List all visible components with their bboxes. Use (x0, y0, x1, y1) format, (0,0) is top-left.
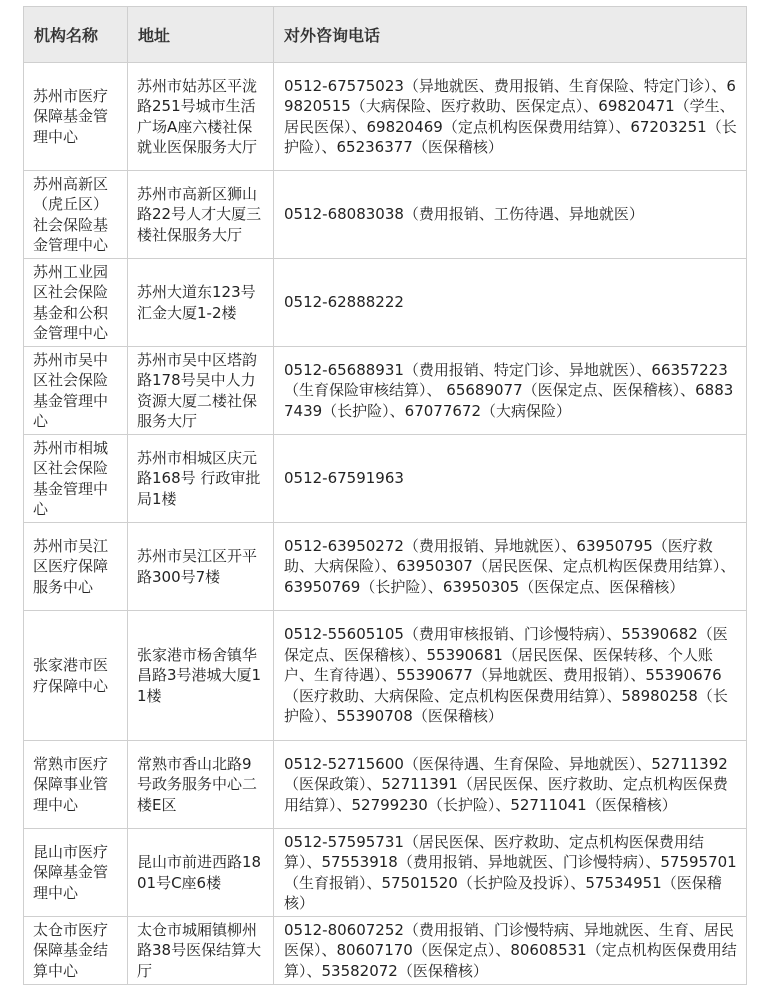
table-row (24, 347, 747, 435)
institution-name-cell: 太仓市医疗保障基金结算中心 (24, 917, 128, 985)
phone-cell: 0512-67591963 (274, 435, 747, 523)
institution-name-cell: 苏州市吴江区医疗保障服务中心 (24, 523, 128, 611)
table-row (24, 259, 747, 347)
address-cell: 昆山市前进西路1801号C座6楼 (128, 829, 274, 917)
phone-cell: 0512-67575023（异地就医、费用报销、生育保险、特定门诊）、69820515（大病保险、医疗救助、医保定点）、69820471（学生、居民医保）、69820469（定点机构医保费用结算）、67203251（长护险）、65236377（医保稽核） (274, 63, 747, 171)
table-row (24, 829, 747, 917)
table-row (24, 611, 747, 741)
header-address: 地址 (128, 7, 274, 63)
consultation-table-container (23, 6, 746, 985)
address-cell: 苏州大道东123号汇金大厦1-2楼 (128, 259, 274, 347)
institution-name-cell: 张家港市医疗保障中心 (24, 611, 128, 741)
table-row (24, 523, 747, 611)
address-cell: 苏州市吴中区塔韵路178号吴中人力资源大厦二楼社保服务大厅 (128, 347, 274, 435)
phone-cell: 0512-80607252（费用报销、门诊慢特病、异地就医、生育、居民医保）、80607170（医保定点）、80608531（定点机构医保费用结算）、53582072（医保稽核） (274, 917, 747, 985)
address-cell: 常熟市香山北路9号政务服务中心二楼E区 (128, 741, 274, 829)
institution-name-cell: 苏州市吴中区社会保险基金管理中心 (24, 347, 128, 435)
institution-name-cell: 苏州高新区（虎丘区）社会保险基金管理中心 (24, 171, 128, 259)
institution-name-cell: 苏州市医疗保障基金管理中心 (24, 63, 128, 171)
header-institution-name: 机构名称 (24, 7, 128, 63)
phone-cell: 0512-62888222 (274, 259, 747, 347)
table-row (24, 63, 747, 171)
phone-cell: 0512-55605105（费用审核报销、门诊慢特病）、55390682（医保定点、医保稽核）、55390681（居民医保、医保转移、个人账户、生育待遇）、55390677（异地就医、费用报销）、55390676（医疗救助、大病保险、定点机构医保费用结算）、58980258（长护险）、55390708（医保稽核） (274, 611, 747, 741)
table-header (24, 7, 747, 63)
address-cell: 苏州市高新区狮山路22号人才大厦三楼社保服务大厅 (128, 171, 274, 259)
address-cell: 太仓市城厢镇柳州路38号医保结算大厅 (128, 917, 274, 985)
institution-name-cell: 苏州工业园区社会保险基金和公积金管理中心 (24, 259, 128, 347)
address-cell: 苏州市相城区庆元路168号 行政审批局1楼 (128, 435, 274, 523)
table-row (24, 741, 747, 829)
header-row (24, 7, 747, 63)
phone-cell: 0512-57595731（居民医保、医疗救助、定点机构医保费用结算）、57553918（费用报销、异地就医、门诊慢特病）、57595701（生育报销）、57501520（长护险及投诉）、57534951（医保稽核） (274, 829, 747, 917)
table-row (24, 917, 747, 985)
phone-cell: 0512-63950272（费用报销、异地就医）、63950795（医疗救助、大病保险）、63950307（居民医保、定点机构医保费用结算）、63950769（长护险）、63950305（医保定点、医保稽核） (274, 523, 747, 611)
table-row (24, 171, 747, 259)
table-body (24, 63, 747, 985)
phone-cell: 0512-65688931（费用报销、特定门诊、异地就医）、66357223（生育保险审核结算）、 65689077（医保定点、医保稽核）、68837439（长护险）、67077672（大病保险） (274, 347, 747, 435)
header-phone: 对外咨询电话 (274, 7, 747, 63)
phone-cell: 0512-52715600（医保待遇、生育保险、异地就医）、52711392（医保政策）、52711391（居民医保、医疗救助、定点机构医保费用结算）、52799230（长护险）、52711041（医保稽核） (274, 741, 747, 829)
address-cell: 苏州市姑苏区平泷路251号城市生活广场A座六楼社保就业医保服务大厅 (128, 63, 274, 171)
table-row (24, 435, 747, 523)
address-cell: 苏州市吴江区开平路300号7楼 (128, 523, 274, 611)
institution-name-cell: 昆山市医疗保障基金管理中心 (24, 829, 128, 917)
consultation-table (23, 6, 747, 985)
phone-cell: 0512-68083038（费用报销、工伤待遇、异地就医） (274, 171, 747, 259)
institution-name-cell: 常熟市医疗保障事业管理中心 (24, 741, 128, 829)
institution-name-cell: 苏州市相城区社会保险基金管理中心 (24, 435, 128, 523)
address-cell: 张家港市杨舍镇华昌路3号港城大厦11楼 (128, 611, 274, 741)
